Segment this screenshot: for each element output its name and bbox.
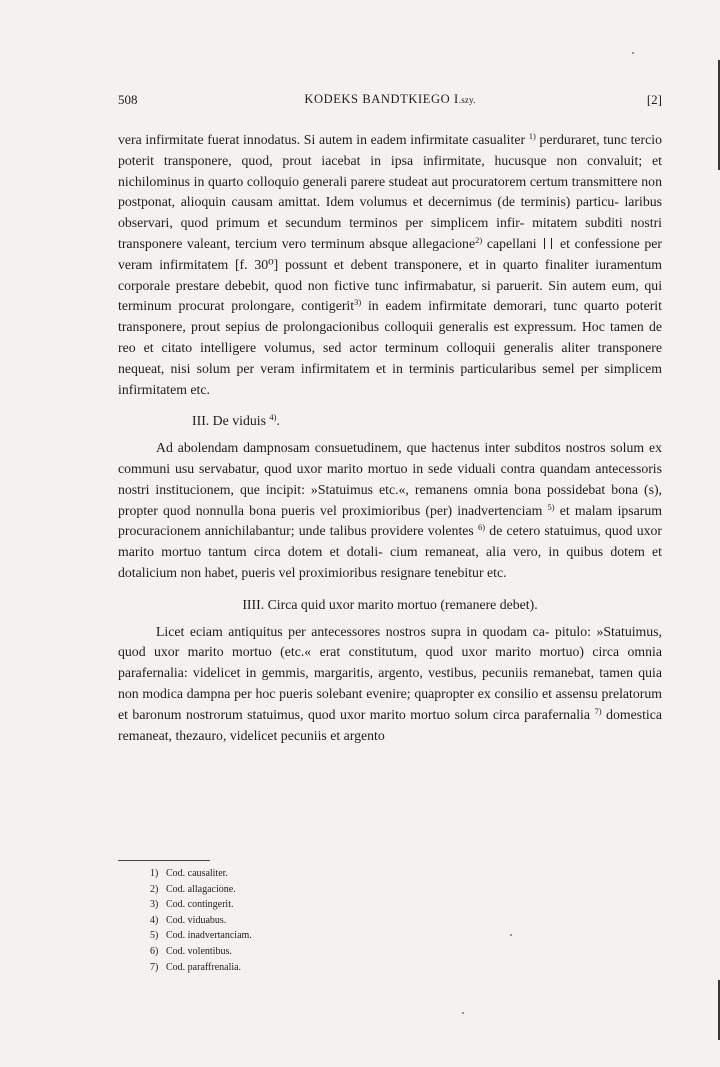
footnote-rule bbox=[118, 860, 210, 861]
running-title bbox=[118, 92, 662, 107]
scan-speck bbox=[510, 934, 512, 936]
footnote: 4) Cod. viduabus. bbox=[150, 914, 227, 926]
footnote: 6) Cod. volentibus. bbox=[150, 945, 232, 957]
footnote-ref[interactable]: 4) bbox=[269, 412, 277, 423]
section-heading-iiii: IIII. Circa quid uxor marito mortuo (remanere debet). bbox=[242, 596, 538, 612]
footnote-ref[interactable]: 6) bbox=[478, 522, 486, 533]
footnote-ref[interactable]: 2) bbox=[475, 234, 483, 245]
scan-speck bbox=[462, 1012, 464, 1014]
folio-marker: [f. 30⁰] bbox=[234, 256, 279, 272]
footnote: 3) Cod. contingerit. bbox=[150, 899, 234, 911]
footnote-ref[interactable]: 7) bbox=[594, 705, 602, 716]
page-number: 508 bbox=[118, 92, 138, 107]
scan-speck bbox=[632, 52, 634, 54]
section-heading-iii: III. De viduis $^{4)}$. bbox=[192, 412, 280, 429]
sheet-mark: [2] bbox=[646, 92, 662, 107]
footnotes bbox=[150, 866, 252, 975]
paragraph-de-viduis: Ad abolendam dampnosam consuetudinem, que hactenus inter subditos nostros solum ex communi usu servabatur, quod uxor marito mortuo in sede viduali contra quandam antecessoris nostri institucionem, que incipit: »Statuimus etc.«, remanens omnia bona possidebat bona (s), propter quod nonnulla bona pueris vel proximioribus (per) inadvertenciam $^{5)}$ et malam ipsarum procuracionem annichilabantur; unde talibus providere volentes $^{6)}$ de cetero statuimus, quod uxor marito mortuo tantum circa dotem et dotali- cium remaneat, alia vero, in quibus dotem et dotalicium non habet, pueris vel proximioribus resignare tenebitur etc. bbox=[118, 440, 663, 580]
footnote: 1) Cod. causaliter. bbox=[150, 868, 228, 879]
footnote-ref[interactable]: 5) bbox=[547, 501, 555, 512]
footnote-ref[interactable]: 3) bbox=[354, 297, 362, 308]
running-title-suffix: .szy. bbox=[458, 95, 476, 105]
paragraph-continuation: vera infirmitate fuerat innodatus. Si autem in eadem infirmitate casualiter $^{1)}$ perduraret, tunc tercio poterit transponere, quod, prout iacebat in ipsa infirmitate, hucusque non convaluit; et nichilominus in quarto colloquio generali parere studeat aut procuratorem certum transmittere non postponat, alioquin causam amittat. Idem volumus et decernimus (de terminis) particu- laribus observari, quod primum et secundum terminos per simplicem infir- mitatem subditi nostri transponere valeant, tercium vero terminum absque allegacione$^{2)}$ capellani et confessione per veram infirmitatem [f. 30⁰] possunt et debent transponere, et in quarto finaliter iuramentum corporale prestare debebit, quod non fictive tunc infirmabatur, si paruerit. Sin autem eum, qui terminum procurat prolongare, contigerit$^{3)}$ in eadem infirmitate demorari, tunc quarto poterit transponere, prout sepius de prolongacionibus colloquii generalis est expressum. Hoc tamen de reo et citato intelligere volumus, sed actor terminum colloquii generalis aliter transponere nequeat, nisi solum per veram infirmitatem et in terminis particularibus semel per simplicem infirmitatem etc. bbox=[118, 131, 663, 397]
running-head bbox=[118, 92, 662, 112]
body-text bbox=[118, 130, 662, 746]
paragraph-circa-quid: Licet eciam antiquitus per antecessores nostros supra in quodam ca- pitulo: »Statuimus, quod uxor marito mortuo (etc.« erat constitutum, quod uxor marito mortuo) circa omnia parafernalia: videlicet in gemmis, margaritis, argento, vestibus, pecuniis remanebat, tamen quia non modica dampna per hoc pueris solebant evenire; quapropter ex consilio et assensu prelatorum et baronum nostrorum statuimus, quod uxor marito mortuo solum circa parafernalia $^{7)}$ domestica remaneat, thezauro, videlicet pecuniis et argento bbox=[118, 623, 662, 743]
footnote: 2) Cod. allagacione. bbox=[150, 883, 236, 895]
footnote: 5) Cod. inadvertanciam. bbox=[150, 930, 252, 942]
running-title-main: KODEKS BANDTKIEGO I bbox=[304, 92, 459, 106]
footnote-ref[interactable]: 1) bbox=[528, 131, 536, 141]
footnote: 7) Cod. paraffrenalia. bbox=[150, 961, 242, 973]
folio-break-mark bbox=[544, 238, 552, 249]
